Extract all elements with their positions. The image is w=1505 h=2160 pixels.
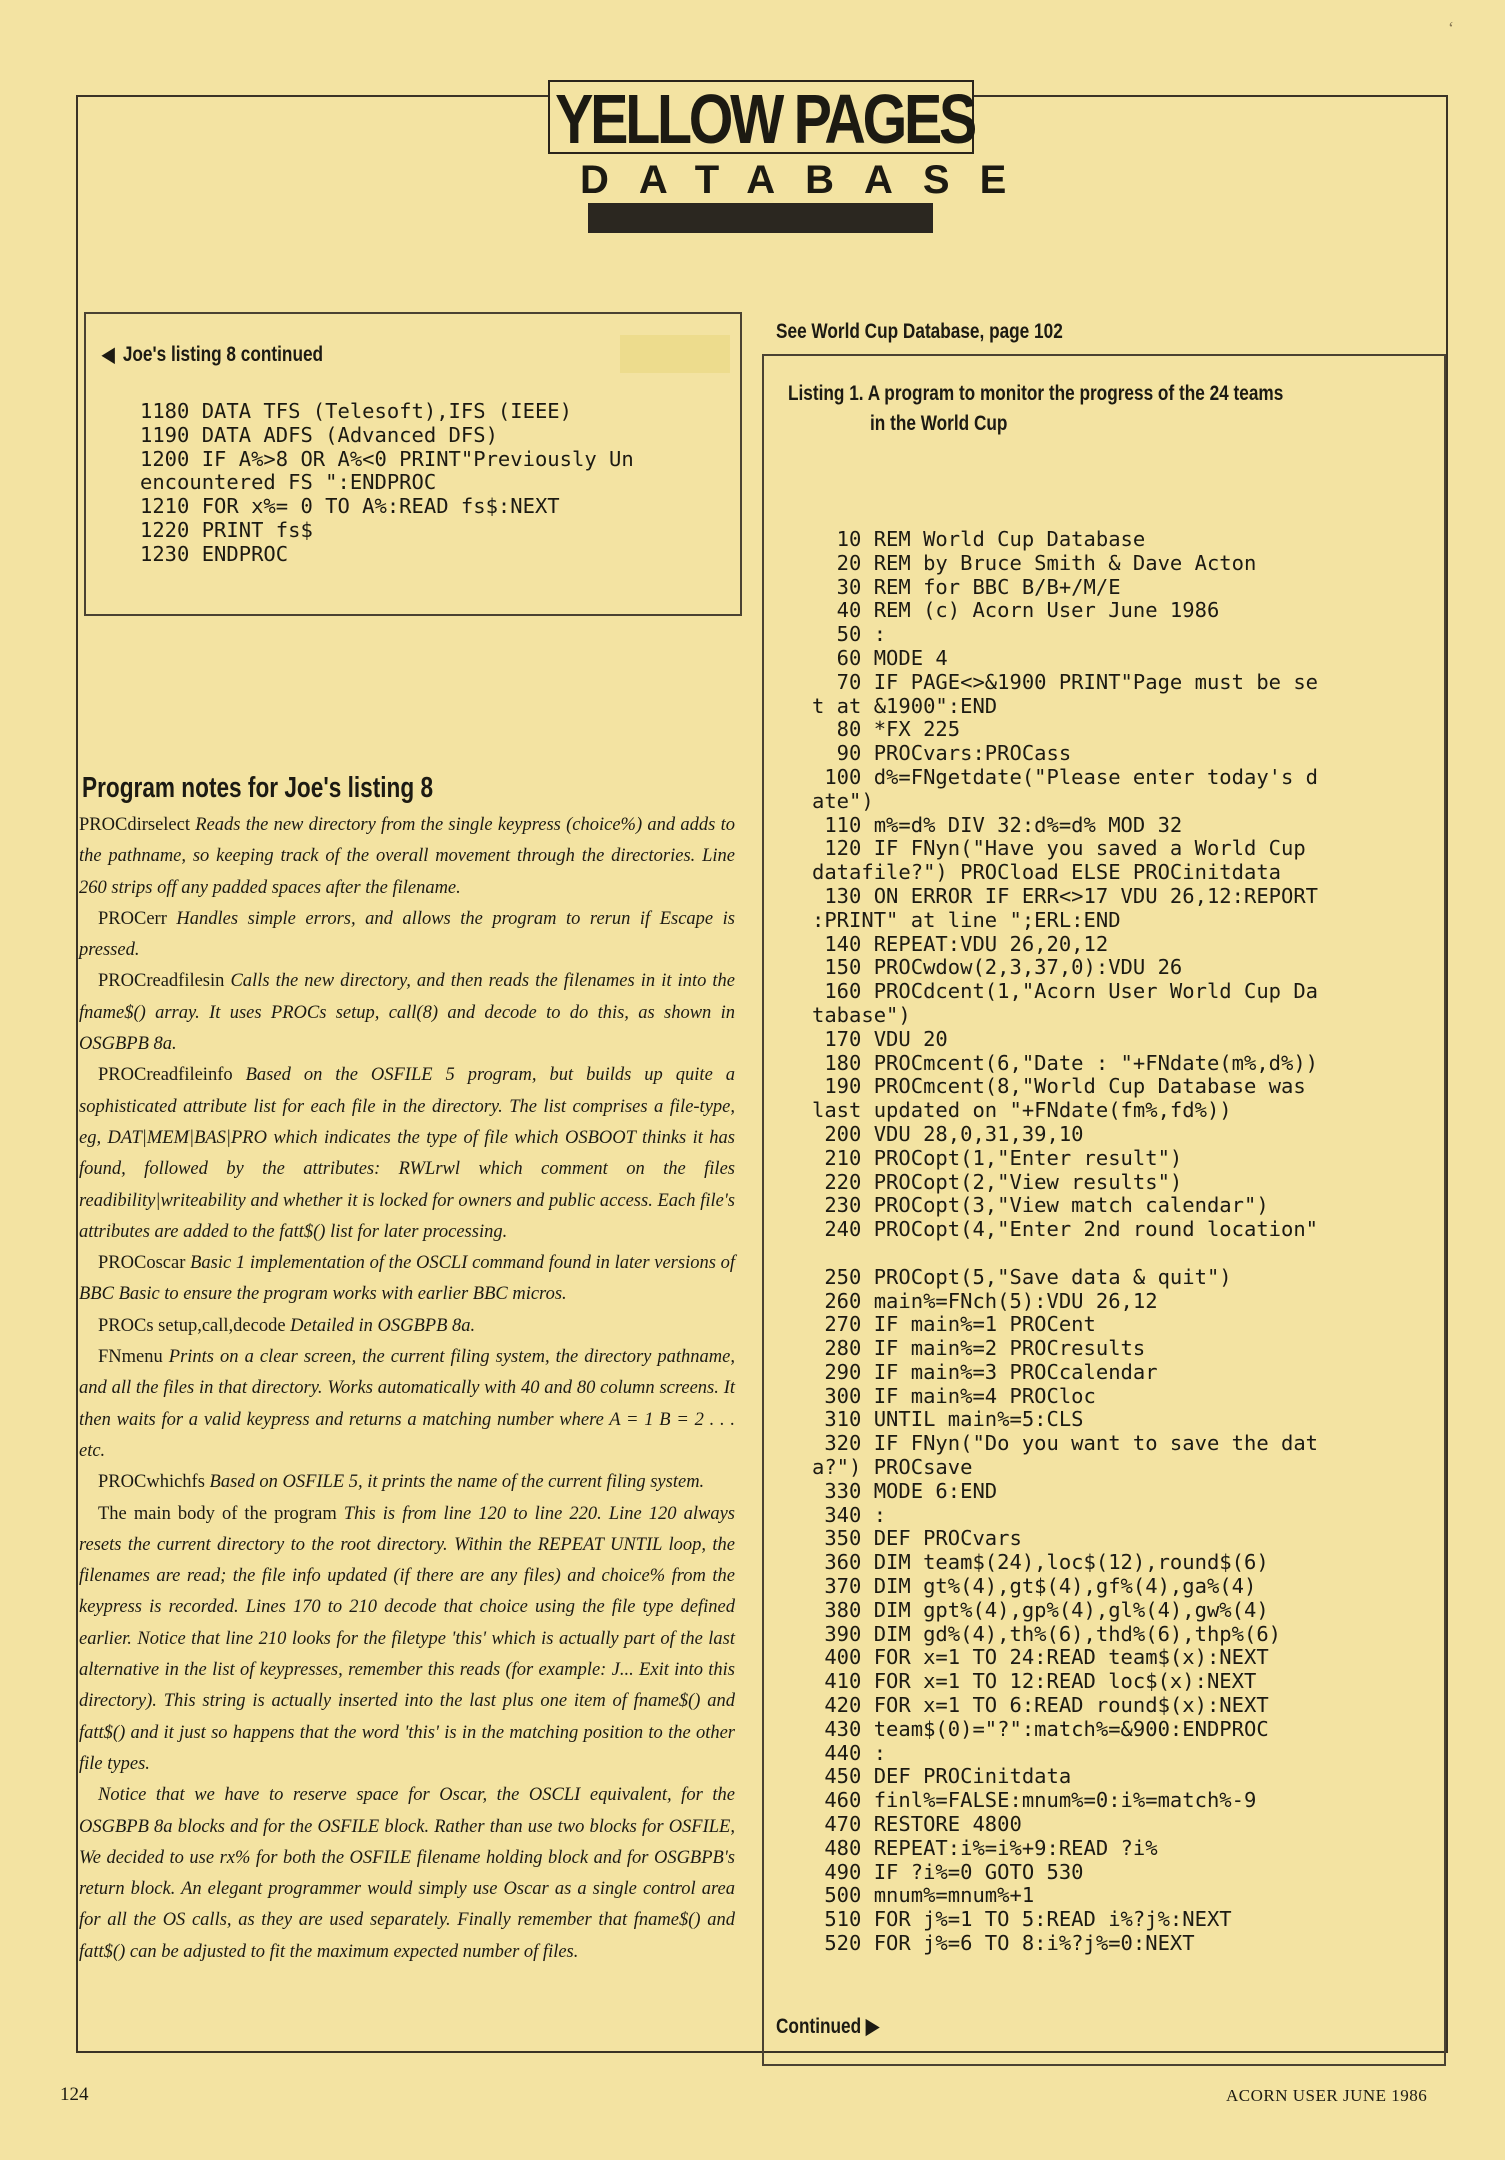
listing-1-caption-line2: in the World Cup (870, 412, 1008, 435)
note-paragraph: PROCoscar Basic 1 implementation of the OSCLI command found in later versions of BBC Basic to ensure the program works with earlier BBC micros. (79, 1253, 735, 1305)
page-number: 124 (60, 2084, 89, 2105)
note-paragraph: FNmenu Prints on a clear screen, the current filing system, the directory pathname, and all the files in that directory. Works automatically with 40 and 80 column screens. It then waits for a valid keypress and returns a matching number where A = 1 B = 2 . . . etc. (79, 1347, 735, 1461)
listing-8-code: 1180 DATA TFS (Telesoft),IFS (IEEE) 1190 DATA ADFS (Advanced DFS) 1200 IF A%>8 OR A%<0 PRINT"Previously Un encountered FS ":ENDPROC 1210 FOR x%= 0 TO A%:READ fs$:NEXT 1220 PRINT fs$ 1230 ENDPROC (140, 399, 634, 566)
note-paragraph: PROCdirselect Reads the new directory from the single keypress (choice%) and adds to the pathname, so keeping track of the overall movement through the directories. Line 260 strips off any padded spaces after the filename. (79, 815, 735, 898)
masthead-bar (588, 203, 933, 233)
listing-1-code: 10 REM World Cup Database 20 REM by Bruce Smith & Dave Acton 30 REM for BBC B/B+/M/E 40 REM (c) Acorn User June 1986 50 : 60 MODE 4 70 IF PAGE<>&1900 PRINT"Page must be se t at &1900":END 80 *FX 225 90 PROCvars:PROCass 100 d%=FNgetdate("Please enter today's d ate") 110 m%=d% DIV 32:d%=d% MOD 32 120 IF FNyn("Have you saved a World Cup datafile?") PROCload ELSE PROCinitdata 130 ON ERROR IF ERR<>17 VDU 26,12:REPORT :PRINT" at line ";ERL:END 140 REPEAT:VDU 26,20,12 150 PROCwdow(2,3,37,0):VDU 26 160 PROCdcent(1,"Acorn User World Cup Da tabase") 170 VDU 20 180 PROCmcent(6,"Date : "+FNdate(m%,d%)) 190 PROCmcent(8,"World Cup Database was last updated on "+FNdate(fm%,fd%)) 200 VDU 28,0,31,39,10 210 PROCopt(1,"Enter result") 220 PROCopt(2,"View results") 230 PROCopt(3,"View match calendar") 240 PROCopt(4,"Enter 2nd round location" 250 PROCopt(5,"Save data & quit") 260 main%=FNch(5):VDU 26,12 270 IF main%=1 PROCent 280 IF main%=2 PROCresults 290 IF main%=3 PROCcalendar 300 IF main%=4 PROCloc 310 UNTIL main%=5:CLS 320 IF FNyn("Do you want to save the dat a?") PROCsave 330 MODE 6:END 340 : 350 DEF PROCvars 360 DIM team$(24),loc$(12),round$(6) 370 DIM gt%(4),gt$(4),gf%(4),ga%(4) 380 DIM gpt%(4),gp%(4),gl%(4),gw%(4) 390 DIM gd%(4),th%(6),thd%(6),thp%(6) 400 FOR x=1 TO 24:READ team$(x):NEXT 410 FOR x=1 TO 12:READ loc$(x):NEXT 420 FOR x=1 TO 6:READ round$(x):NEXT 430 team$(0)="?":match%=&900:ENDPROC 440 : 450 DEF PROCinitdata 460 finl%=FALSE:mnum%=0:i%=match%-9 470 RESTORE 4800 480 REPEAT:i%=i%+9:READ ?i% 490 IF ?i%=0 GOTO 530 500 mnum%=mnum%+1 510 FOR j%=1 TO 5:READ i%?j%:NEXT 520 FOR j%=6 TO 8:i%?j%=0:NEXT (812, 527, 1319, 1956)
triangle-right-icon: ▶ (865, 2015, 880, 2038)
masthead-title: YELLOW PAGES (555, 80, 974, 158)
note-paragraph: PROCerr Handles simple errors, and allows the program to rerun if Escape is pressed. (79, 908, 735, 961)
note-paragraph: PROCreadfileinfo Based on the OSFILE 5 program, but builds up quite a sophisticated attribute list for each file in the directory. The list comprises a file-type, eg, DAT|MEM|BAS|PRO which indicates the type of file which OSBOOT thinks it has found, followed by the attributes: RWLrwl which comment on the files readibility|writeability and whether it is locked for owners and public access. Each file's attributes are added to the fatt$() list for later processing. (79, 1065, 736, 1242)
printed-highlight (620, 335, 730, 373)
listing-8-header-text: Joe's listing 8 continued (122, 343, 324, 366)
note-paragraph: PROCs setup,call,decode Detailed in OSGBPB 8a. (98, 1315, 476, 1336)
masthead-subtitle: DATABASE (580, 158, 1037, 202)
program-notes-heading: Program notes for Joe's listing 8 (82, 772, 434, 804)
corner-mark: ʻ (1448, 18, 1454, 38)
continued-label (776, 2014, 879, 2039)
program-notes (79, 810, 735, 1968)
note-paragraph: The main body of the program This is from line 120 to line 220. Line 120 always resets the current directory to the root directory. Within the REPEAT UNTIL loop, the filenames are read; the file info updated (if there are any files) and choice% from the keypress is recorded. Lines 170 to 210 decode that choice using the file type defined earlier. Notice that line 210 looks for the filetype 'this' which is actually part of the last alternative in the list of keypresses, remember this reads (for example: J... Exit into this directory). This string is actually inserted into the last plus one item of fname$() and fatt$() and it just so happens that the word 'this' is in the matching position to the other file types. (79, 1503, 736, 1774)
masthead (548, 80, 974, 158)
note-paragraph: PROCreadfilesin Calls the new directory, and then reads the filenames in it into the fname$() array. It uses PROCs setup, call(8) and decode to do this, as shown in OSGBPB 8a. (79, 971, 735, 1055)
note-paragraph: Notice that we have to reserve space for Oscar, the OSCLI equivalent, for the OSGBPB 8a blocks and for the OSFILE block. Rather than use two blocks for OSFILE, We decided to use rx% for both the OSFILE filename holding block and for OSGBPB's return block. An elegant programmer would simply use Oscar as a single control area for all the OS calls, as they are used separately. Finally remember that fname$() and fatt$() can be adjusted to fit the maximum expected number of files. (79, 1785, 735, 1962)
listing-1-caption: Listing 1. A program to monitor the progress of the 24 teams (788, 382, 1284, 405)
note-paragraph: PROCwhichfs Based on OSFILE 5, it prints the name of the current filing system. (98, 1472, 705, 1493)
listing-8-header (102, 342, 323, 367)
see-also-reference: See World Cup Database, page 102 (776, 320, 1063, 343)
continued-text: Continued (776, 2015, 862, 2038)
triangle-left-icon: ◀ (102, 344, 115, 366)
publication-footer: ACORN USER JUNE 1986 (1226, 2086, 1428, 2105)
